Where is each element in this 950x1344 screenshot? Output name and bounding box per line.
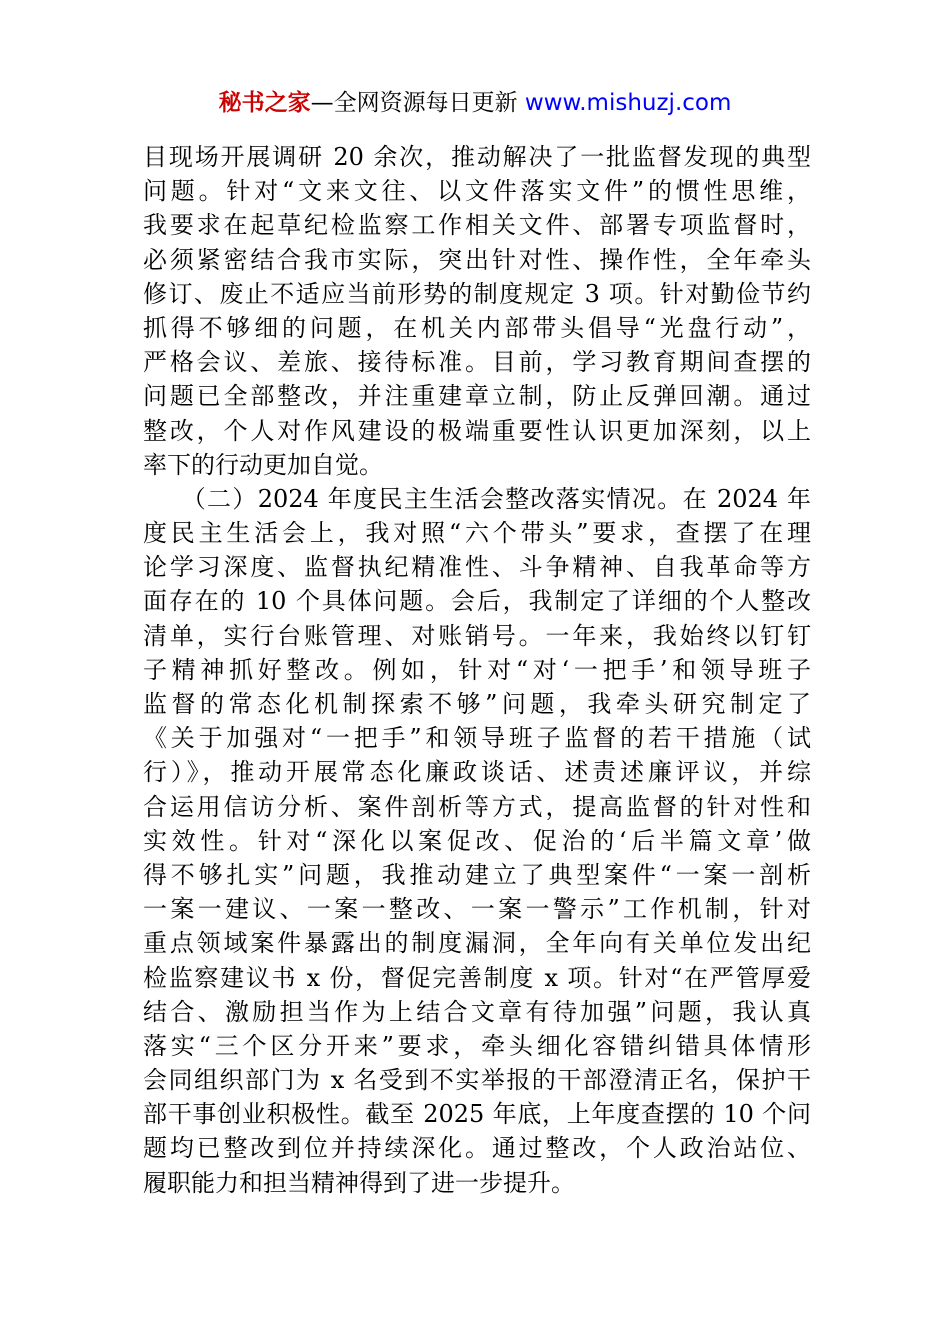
text-line: 问题已全部整改，并注重建章立制，防止反弹回潮。通过	[143, 382, 811, 411]
text-line: 实效性。针对“深化以案促改、促治的‘后半篇文章’做	[143, 826, 811, 855]
text-line: 问题。针对“文来文往、以文件落实文件”的惯性思维，	[143, 177, 811, 206]
page-header	[0, 86, 950, 120]
text-line: 部干事创业积极性。截至 2025 年底，上年度查摆的 10 个问	[143, 1100, 811, 1129]
text-line: 清单，实行台账管理、对账销号。一年来，我始终以钉钉	[143, 621, 811, 650]
text-line: 落实“三个区分开来”要求，牵头细化容错纠错具体情形	[143, 1031, 811, 1060]
text-line: 子精神抓好整改。例如，针对“对‘一把手’和领导班子	[143, 655, 811, 684]
text-line: （二）2024 年度民主生活会整改落实情况。在 2024 年	[143, 484, 811, 513]
text-line: 履职能力和担当精神得到了进一步提升。	[143, 1168, 575, 1197]
text-line: 度民主生活会上，我对照“六个带头”要求，查摆了在理	[143, 519, 811, 548]
text-line: 论学习深度、监督执纪精准性、斗争精神、自我革命等方	[143, 553, 811, 582]
text-line: 我要求在起草纪检监察工作相关文件、部署专项监督时，	[143, 211, 811, 240]
document-body	[143, 140, 811, 1200]
text-line: 行）》，推动开展常态化廉政谈话、述责述廉评议，并综	[143, 758, 811, 787]
text-line: 结合、激励担当作为上结合文章有待加强”问题，我认真	[143, 997, 811, 1026]
text-line: 目现场开展调研 20 余次，推动解决了一批监督发现的典型	[143, 143, 811, 171]
text-line: 一案一建议、一案一整改、一案一警示”工作机制，针对	[143, 895, 811, 924]
text-line: 修订、废止不适应当前形势的制度规定 3 项。针对勤俭节约	[143, 279, 811, 308]
text-line: 得不够扎实”问题，我推动建立了典型案件“一案一剖析	[143, 860, 811, 889]
site-url-link[interactable]: www.mishuzj.com	[524, 90, 732, 116]
header-tagline: —全网资源每日更新	[310, 90, 525, 116]
text-line: 检监察建议书 x 份，督促完善制度 x 项。针对“在严管厚爱	[143, 963, 811, 992]
text-line: 必须紧密结合我市实际，突出针对性、操作性，全年牵头	[143, 245, 811, 274]
text-line: 抓得不够细的问题，在机关内部带头倡导“光盘行动”，	[143, 313, 811, 342]
text-line: 监督的常态化机制探索不够”问题，我牵头研究制定了	[143, 690, 811, 718]
brand-name: 秘书之家	[218, 90, 311, 116]
text-line: 《关于加强对“一把手”和领导班子监督的若干措施（试	[143, 724, 811, 753]
text-line: 会同组织部门为 x 名受到不实举报的干部澄清正名，保护干	[143, 1066, 811, 1095]
text-line: 面存在的 10 个具体问题。会后，我制定了详细的个人整改	[143, 587, 811, 616]
text-line: 率下的行动更加自觉。	[143, 450, 383, 479]
text-line: 严格会议、差旅、接待标准。目前，学习教育期间查摆的	[143, 348, 811, 377]
text-line: 重点领域案件暴露出的制度漏洞，全年向有关单位发出纪	[143, 929, 811, 958]
text-line: 题均已整改到位并持续深化。通过整改，个人政治站位、	[143, 1134, 811, 1163]
text-line: 整改，个人对作风建设的极端重要性认识更加深刻，以上	[143, 416, 811, 445]
text-line: 合运用信访分析、案件剖析等方式，提高监督的针对性和	[143, 792, 811, 821]
